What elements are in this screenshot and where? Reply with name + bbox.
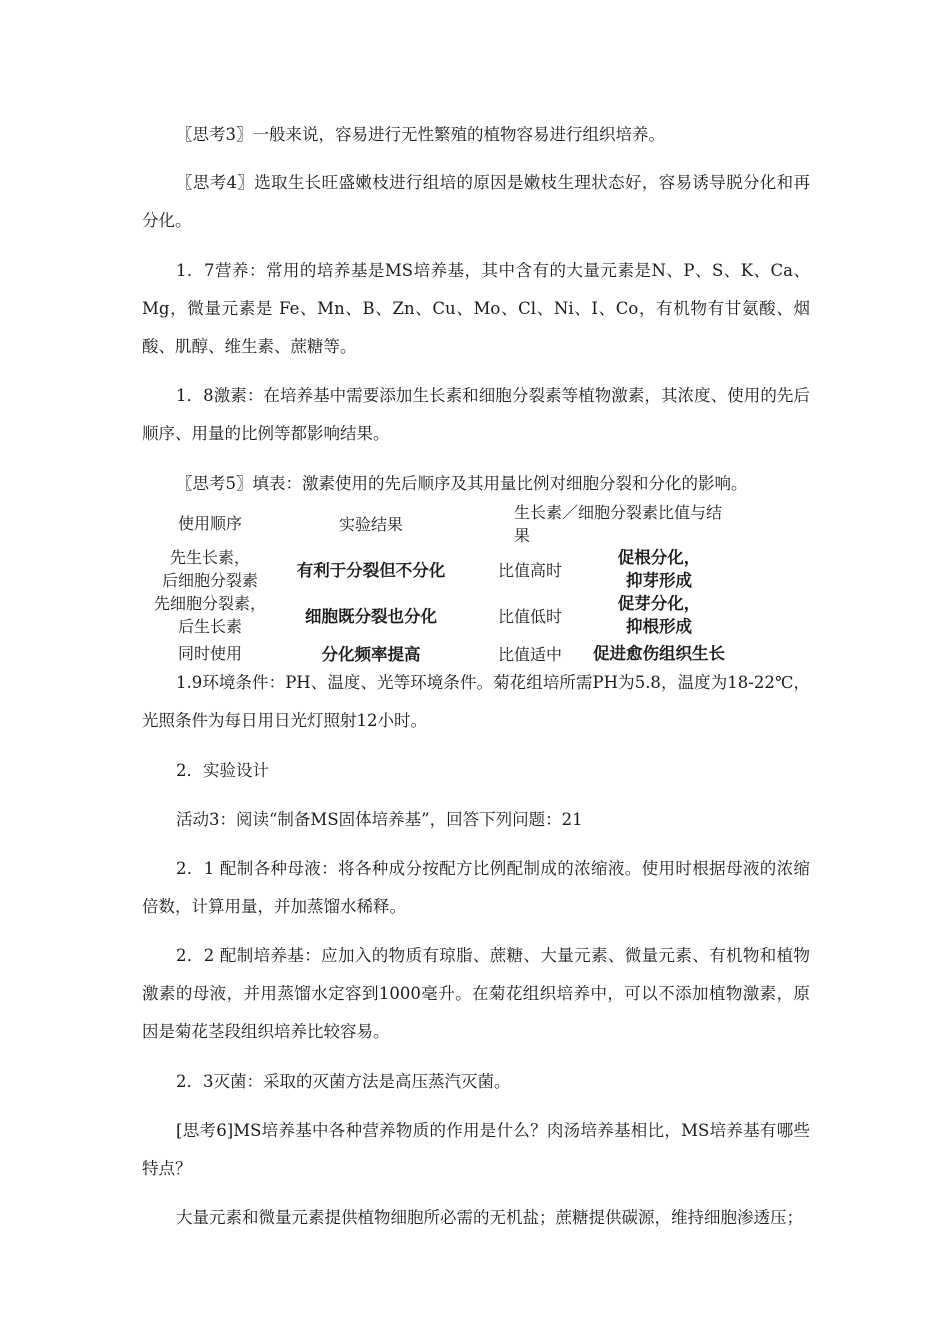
outcome-line-1: 促芽分化， (617, 594, 701, 613)
outcome-cell (590, 592, 728, 638)
ratio-cell: 比值低时 (497, 606, 562, 626)
order-line-2: 后细胞分裂素 (161, 571, 258, 590)
ratio-cell: 比值高时 (497, 560, 562, 580)
order-cell (148, 592, 272, 638)
result-cell: 有利于分裂但不分化 (296, 561, 446, 580)
paragraph-environment: 1.9环境条件：PH、温度、光等环境条件。菊花组培所需PH为5.8，温度为18-22℃，光照条件为每日用日光灯照射12小时。 (142, 673, 810, 730)
paragraph-experiment-design: 2．实验设计 (176, 761, 269, 780)
table-row (148, 546, 728, 592)
order-cell: 同时使用 (177, 643, 242, 663)
order-line-1: 先生长素， (169, 548, 250, 567)
paragraph-activity-3: 活动3：阅读“制备MS固体培养基”，回答下列问题：21 (176, 810, 583, 829)
result-cell: 分化频率提高 (321, 645, 421, 664)
paragraph-hormones: 1．8激素：在培养基中需要添加生长素和细胞分裂素等植物激素，其浓度、使用的先后顺序、用量的比例等都影响结果。 (142, 386, 810, 443)
ratio-cell: 比值适中 (497, 644, 562, 664)
outcome-line-2: 抑根形成 (626, 617, 692, 636)
paragraph-answer-6: 大量元素和微量元素提供植物细胞所必需的无机盐；蔗糖提供碳源，维持细胞渗透压； (176, 1208, 803, 1227)
outcome-cell (590, 546, 728, 592)
paragraph-think-5: 〖思考5〗填表：激素使用的先后顺序及其用量比例对细胞分裂和分化的影响。 (176, 474, 748, 493)
paragraph-think-6: [思考6]MS培养基中各种营养物质的作用是什么？肉汤培养基相比，MS培养基有哪些特点？ (142, 1121, 810, 1178)
hormone-table (148, 500, 728, 668)
result-cell: 细胞既分裂也分化 (305, 607, 437, 626)
paragraph-sterilization: 2．3灭菌：采取的灭菌方法是高压蒸汽灭菌。 (176, 1072, 511, 1091)
order-line-1: 先细胞分裂素， (153, 594, 266, 613)
paragraph-prepare-medium: 2．2 配制培养基：应加入的物质有琼脂、蔗糖、大量元素、微量元素、有机物和植物激素的母液，并用蒸馏水定容到1000毫升。在菊花组织培养中，可以不添加植物激素，原因是菊花茎段组织培养比较容易。 (142, 946, 810, 1041)
outcome-line-1: 促根分化， (617, 548, 701, 567)
outcome-cell: 促进愈伤组织生长 (593, 643, 725, 663)
outcome-line-2: 抑芽形成 (626, 571, 692, 590)
order-line-2: 后生长素 (177, 617, 242, 636)
paragraph-think-3: 〖思考3〗一般来说，容易进行无性繁殖的植物容易进行组织培养。 (176, 125, 665, 144)
paragraph-stock-solution: 2．1 配制各种母液：将各种成分按配方比例配制成的浓缩液。使用时根据母液的浓缩倍数，计算用量，并加蒸馏水稀释。 (142, 859, 810, 916)
table-header-row (148, 500, 728, 546)
table-header-result: 实验结果 (338, 514, 403, 534)
table-header-order: 使用顺序 (177, 513, 242, 533)
paragraph-nutrition: 1．7营养：常用的培养基是MS培养基，其中含有的大量元素是N、P、S、K、Ca、Mg，微量元素是 Fe、Mn、B、Zn、Cu、Mo、Cl、Ni、I、Co，有机物有甘氨酸、烟酸、肌醇、维生素、蔗糖等。 (142, 261, 810, 356)
order-cell (148, 546, 272, 592)
table-header-ratio: 生长素／细胞分裂素比值与结果 (514, 503, 723, 545)
table-row (148, 592, 728, 638)
paragraph-think-4: 〖思考4〗选取生长旺盛嫩枝进行组培的原因是嫩枝生理状态好，容易诱导脱分化和再分化。 (142, 173, 810, 230)
